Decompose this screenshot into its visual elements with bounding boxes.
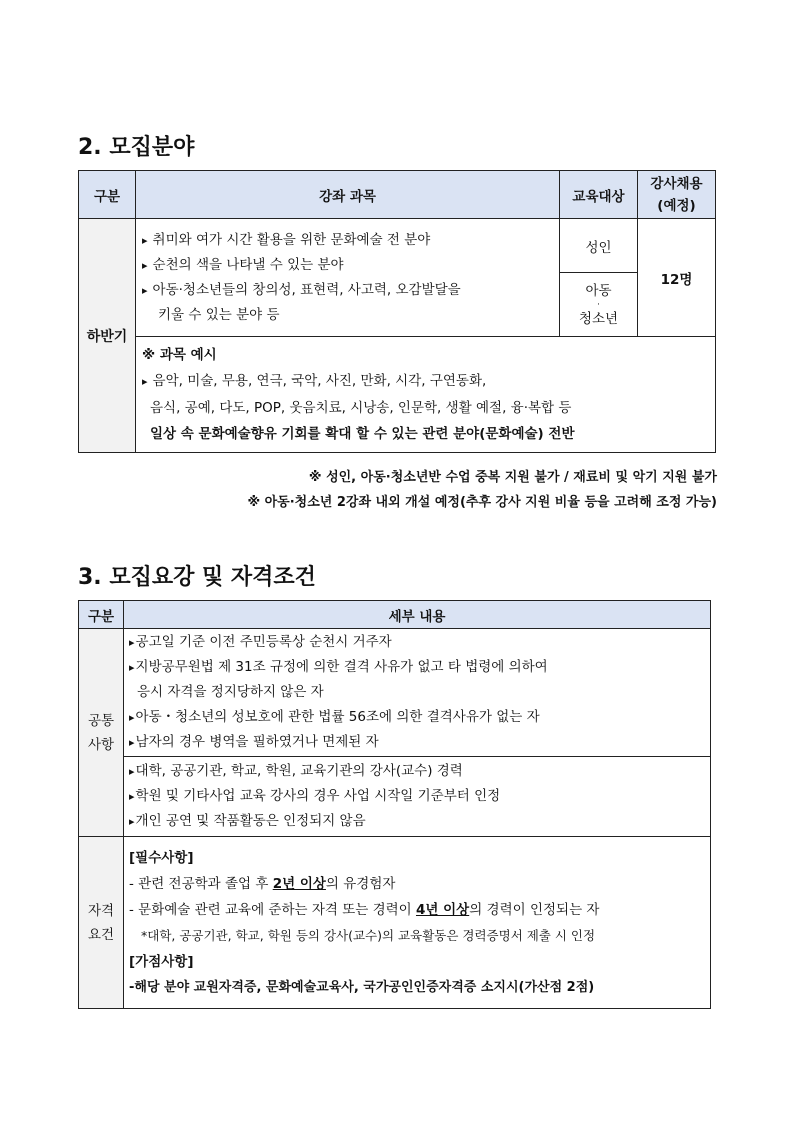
row-label-second-half: 하반기	[79, 219, 136, 453]
requirements-table	[78, 600, 711, 1009]
required-note: *대학, 공공기관, 학교, 학원 등의 강사(교수)의 교육활동은 경력증명서 제출 시 인정	[141, 927, 596, 943]
table-header-row	[79, 601, 711, 629]
qual-label-line1: 자격	[87, 902, 115, 919]
header-course: 강좌 과목	[136, 171, 560, 219]
qualifications-details	[124, 837, 711, 1009]
list-item: ▸ 공고일 기준 이전 주민등록상 순천시 거주자	[129, 630, 705, 655]
req1-pre: - 관련 전공학과 졸업 후	[129, 875, 273, 892]
bonus-title: [가점사항]	[129, 953, 194, 970]
course-list	[136, 219, 560, 337]
required-item-2	[129, 897, 705, 923]
hire-count: 12명	[638, 219, 716, 337]
list-item: ▸ 아동・청소년의 성보호에 관한 법률 56조에 의한 결격사유가 없는 자	[129, 705, 705, 730]
header-hire	[638, 171, 716, 219]
common-group-2	[124, 757, 711, 837]
header-hire-line2: (예정)	[657, 197, 696, 214]
list-item-continued: 키울 수 있는 분야 등	[158, 306, 280, 323]
target-adult: 성인	[560, 219, 638, 273]
note-duplicate-application: ※ 성인, 아동·청소년반 수업 중복 지원 불가 / 재료비 및 악기 지원 불가	[308, 470, 717, 485]
qual-label-line2: 요건	[87, 926, 115, 943]
list-item: ▸ 지방공무원법 제 31조 규정에 의한 결격 사유가 없고 타 법령에 의하여	[129, 655, 705, 680]
row-label-common	[79, 629, 124, 837]
req2-emphasis: 4년 이상	[415, 901, 470, 918]
course-examples	[136, 337, 716, 453]
examples-title: ※ 과목 예시	[142, 347, 217, 363]
target-child-line2: 청소년	[578, 310, 619, 327]
list-item: ▸ 아동·청소년들의 창의성, 표현력, 사고력, 오감발달을	[142, 278, 553, 303]
bonus-item: -해당 분야 교원자격증, 문화예술교육사, 국가공인인증자격증 소지시(가산점 2점)	[129, 979, 595, 995]
note-youth-classes: ※ 아동·청소년 2강좌 내외 개설 예정(추후 강사 지원 비율 등을 고려해 조정 가능)	[247, 495, 717, 510]
required-title: [필수사항]	[129, 849, 194, 866]
list-item-continued: 응시 자격을 정지당하지 않은 자	[137, 684, 324, 700]
list-item: ▸ 개인 공연 및 작품활동은 인정되지 않음	[129, 809, 705, 834]
header-category: 구분	[79, 601, 124, 629]
req1-emphasis: 2년 이상	[272, 875, 326, 892]
target-child	[560, 273, 638, 337]
row-label-qualifications	[79, 837, 124, 1009]
section-3-title: 3. 모집요강 및 자격조건	[78, 565, 316, 590]
list-item: ▸ 남자의 경우 병역을 필하였거나 면제된 자	[129, 730, 705, 755]
header-details: 세부 내용	[124, 601, 711, 629]
list-item: ▸ 대학, 공공기관, 학교, 학원, 교육기관의 강사(교수) 경력	[129, 759, 705, 784]
header-category: 구분	[79, 171, 136, 219]
target-child-line1: 아동	[585, 282, 612, 299]
common-label-line1: 공통	[87, 712, 115, 729]
req2-pre: - 문화예술 관련 교육에 준하는 자격 또는 경력이	[129, 901, 416, 918]
common-label-line2: 사항	[87, 736, 115, 753]
common-group-1	[124, 629, 711, 757]
req2-post: 의 경력이 인정되는 자	[469, 901, 600, 918]
header-target: 교육대상	[560, 171, 638, 219]
header-hire-line1: 강사채용	[650, 175, 703, 192]
target-child-dot: ·	[597, 299, 600, 310]
examples-line-2: 음식, 공예, 다도, POP, 웃음치료, 시낭송, 인문학, 생활 예절, 융·복합 등	[150, 400, 572, 416]
required-item-1	[129, 871, 705, 897]
list-item: ▸ 순천의 색을 나타낼 수 있는 분야	[142, 253, 553, 278]
table-header-row	[79, 171, 716, 219]
req1-post: 의 유경험자	[325, 875, 396, 892]
section-2-title: 2. 모집분야	[78, 135, 195, 160]
list-item: ▸ 학원 및 기타사업 교육 강사의 경우 사업 시작일 기준부터 인정	[129, 784, 705, 809]
recruitment-field-table	[78, 170, 716, 453]
examples-line-1: ▸ 음악, 미술, 무용, 연극, 국악, 사진, 만화, 시각, 구연동화,	[142, 368, 709, 395]
list-item: ▸ 취미와 여가 시간 활용을 위한 문화예술 전 분야	[142, 228, 553, 253]
examples-line-3: 일상 속 문화예술향유 기회를 확대 할 수 있는 관련 분야(문화예술) 전반	[150, 426, 575, 442]
